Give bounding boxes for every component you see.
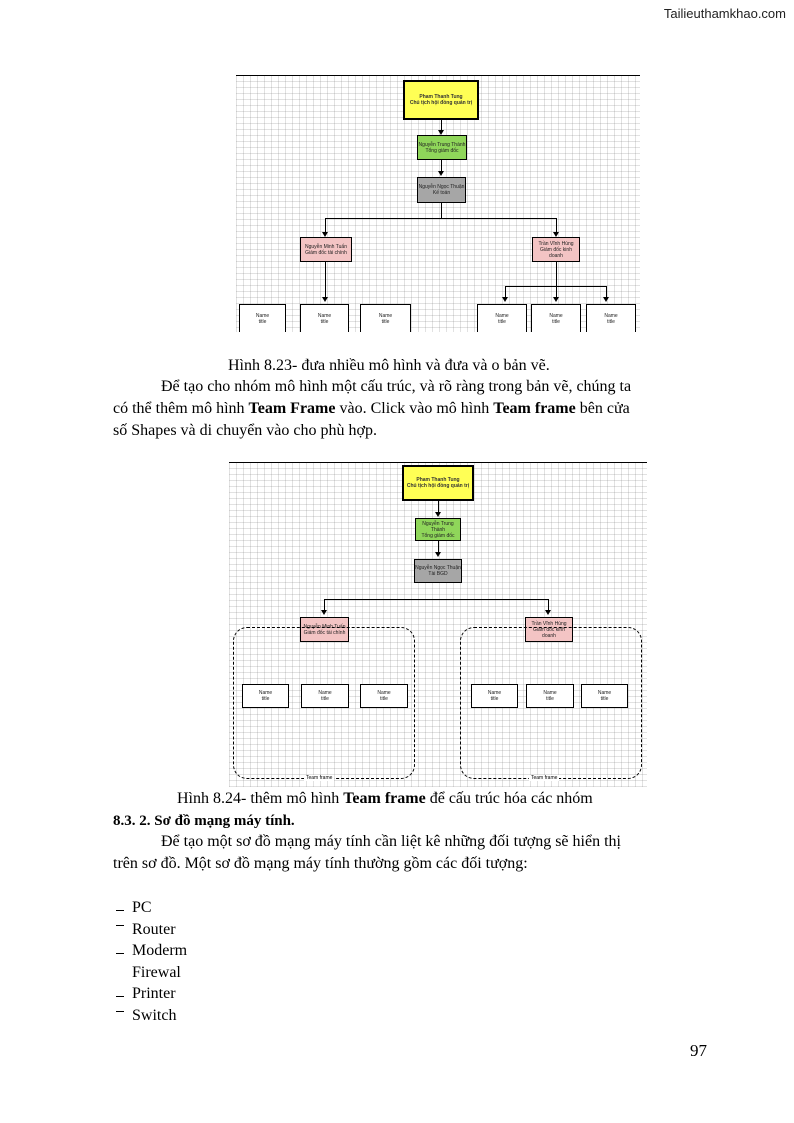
list-item xyxy=(113,919,187,941)
text-run: số Shapes và di chuyển vào cho phù hợp. xyxy=(113,422,377,439)
node-name: Nguyễn Minh Tuấn xyxy=(305,243,347,250)
team-frame-label: Team frame xyxy=(306,775,333,781)
connector-horizontal xyxy=(325,218,556,219)
text-run: bên cửa xyxy=(575,400,630,417)
node-role: Chủ tịch hội đồng quản trị xyxy=(406,483,470,489)
node-name: Trần Vĩnh Hùng xyxy=(531,620,567,627)
arrow xyxy=(322,297,328,302)
paragraph-line xyxy=(113,376,713,398)
team-frame-label: Team frame xyxy=(531,775,558,781)
list-item-text: Moderm xyxy=(132,942,188,959)
node-role: Tổng giám đốc xyxy=(421,532,455,539)
arrow xyxy=(553,297,559,302)
connector-horizontal xyxy=(324,599,548,600)
leaf-name: Name xyxy=(495,313,509,319)
caption-figure-8-23: Hình 8.23- đưa nhiều mô hình và đưa và o bản vẽ. xyxy=(228,357,550,374)
leaf-name: Name xyxy=(378,313,393,319)
leaf-title: title xyxy=(607,319,615,325)
section-heading: 8.3. 2. Sơ đồ mạng máy tính. xyxy=(113,813,295,829)
figure-8-23 xyxy=(236,75,640,332)
leaf-name: Name xyxy=(597,690,612,696)
leaf-node xyxy=(526,684,574,708)
caption-figure-8-24 xyxy=(177,790,593,808)
bold-term: Team frame xyxy=(343,790,426,807)
leaf-title: title xyxy=(380,696,388,702)
node-role: Giám đốc kinh doanh xyxy=(533,626,565,639)
page-number: 97 xyxy=(690,1041,707,1060)
text-run: Để tạo cho nhóm mô hình một cấu trúc, và rõ ràng trong bản vẽ, chúng ta xyxy=(161,378,632,395)
leaf-node xyxy=(581,684,628,708)
figure-8-24 xyxy=(229,462,647,787)
leaf-node xyxy=(242,684,289,708)
node-name: Pham Thanh Tung xyxy=(416,477,460,483)
leaf-name: Name xyxy=(543,690,557,696)
node-name: Nguyễn Minh Tuấn xyxy=(303,623,346,630)
leaf-title: title xyxy=(546,696,554,702)
connector xyxy=(556,262,557,300)
list-item-text: Router xyxy=(132,920,176,938)
leaf-node xyxy=(301,684,349,708)
arrow xyxy=(545,610,551,615)
arrow xyxy=(435,512,441,517)
text-run: để cấu trúc hóa các nhóm xyxy=(425,790,593,807)
leaf-node xyxy=(477,304,527,332)
paragraph-network-diagram xyxy=(113,831,713,875)
bold-term: Team frame xyxy=(493,400,576,417)
paragraph-team-frame xyxy=(113,376,713,442)
arrow xyxy=(321,610,327,615)
list-item-text: Switch xyxy=(132,1006,177,1024)
text-run: có thể thêm mô hình xyxy=(113,400,249,417)
node-name: Nguyễn Trung Thành xyxy=(418,141,466,148)
paragraph-line xyxy=(113,398,713,420)
list-item xyxy=(113,897,187,919)
arrow xyxy=(438,171,444,176)
node-sales-director xyxy=(532,237,580,262)
list-item xyxy=(113,962,187,984)
leaf-title: title xyxy=(261,696,270,702)
list-item xyxy=(113,983,187,1005)
node-chairman xyxy=(402,465,474,501)
leaf-node xyxy=(300,304,349,332)
leaf-node xyxy=(471,684,518,708)
node-name: Trần Vĩnh Hùng xyxy=(538,240,574,247)
network-object-list xyxy=(113,897,187,1026)
leaf-title: title xyxy=(258,319,267,325)
node-role: Tổng giám đốc xyxy=(425,147,459,154)
leaf-node xyxy=(360,684,408,708)
arrow xyxy=(435,552,441,557)
figure-top-border xyxy=(229,462,647,463)
leaf-title: title xyxy=(490,696,499,702)
node-ceo xyxy=(417,135,467,160)
node-role: Giám đốc tài chính xyxy=(305,249,347,256)
node-role: Chủ tịch hội đồng quản trị xyxy=(409,100,473,106)
node-name: Nguyễn Trung Thành xyxy=(422,520,454,533)
leaf-name: Name xyxy=(487,690,502,696)
leaf-title: title xyxy=(552,319,560,325)
node-role: Tài BGD xyxy=(428,571,448,577)
paragraph-line xyxy=(113,831,713,853)
list-item-text: Printer xyxy=(132,985,176,1002)
list-item-text: Firewal xyxy=(132,963,181,981)
text-run: Để tạo một sơ đồ mạng máy tính cần liệt kê những đối tượng sẽ hiển thị xyxy=(161,833,621,850)
node-accountant xyxy=(414,559,462,583)
arrow xyxy=(502,297,508,302)
leaf-name: Name xyxy=(258,690,273,696)
leaf-title: title xyxy=(600,696,609,702)
leaf-name: Name xyxy=(377,690,391,696)
leaf-node xyxy=(586,304,636,332)
list-item-text: PC xyxy=(132,899,152,916)
leaf-name: Name xyxy=(549,313,563,319)
leaf-node xyxy=(531,304,581,332)
node-role: Giám đốc tài chính xyxy=(303,629,346,636)
text-run: Hình 8.24- thêm mô hình xyxy=(177,790,344,807)
leaf-title: title xyxy=(320,319,329,325)
node-role: Kế toán xyxy=(432,190,451,196)
bold-term: Team Frame xyxy=(248,400,336,417)
watermark: Tailieuthamkhao.com xyxy=(663,6,786,21)
leaf-title: title xyxy=(321,696,329,702)
leaf-node xyxy=(239,304,286,332)
leaf-name: Name xyxy=(604,313,618,319)
leaf-name: Name xyxy=(317,313,332,319)
node-name: Nguyễn Ngọc Thuận xyxy=(418,184,465,190)
leaf-name: Name xyxy=(318,690,332,696)
node-accountant xyxy=(417,177,466,203)
text-run: vào. Click vào mô hình xyxy=(335,400,494,417)
node-role: Giám đốc kinh doanh xyxy=(540,246,572,259)
connector xyxy=(325,262,326,300)
paragraph-line xyxy=(113,420,713,442)
node-name: Nguyễn Ngọc Thuận xyxy=(415,565,461,571)
text-run: trên sơ đồ. Một sơ đồ mạng máy tính thường gồm các đối tượng: xyxy=(113,855,528,872)
list-item xyxy=(113,940,187,962)
node-name: Pham Thanh Tung xyxy=(419,94,463,100)
figure-top-border xyxy=(236,75,640,76)
node-chairman xyxy=(403,80,479,120)
connector-horizontal xyxy=(505,286,606,287)
leaf-title: title xyxy=(381,319,390,325)
node-finance-director xyxy=(300,237,352,262)
node-ceo xyxy=(415,518,461,541)
leaf-name: Name xyxy=(255,313,270,319)
arrow xyxy=(603,297,609,302)
paragraph-line xyxy=(113,853,713,875)
leaf-node xyxy=(360,304,411,332)
list-item xyxy=(113,1005,187,1027)
connector xyxy=(441,203,442,218)
leaf-title: title xyxy=(498,319,506,325)
